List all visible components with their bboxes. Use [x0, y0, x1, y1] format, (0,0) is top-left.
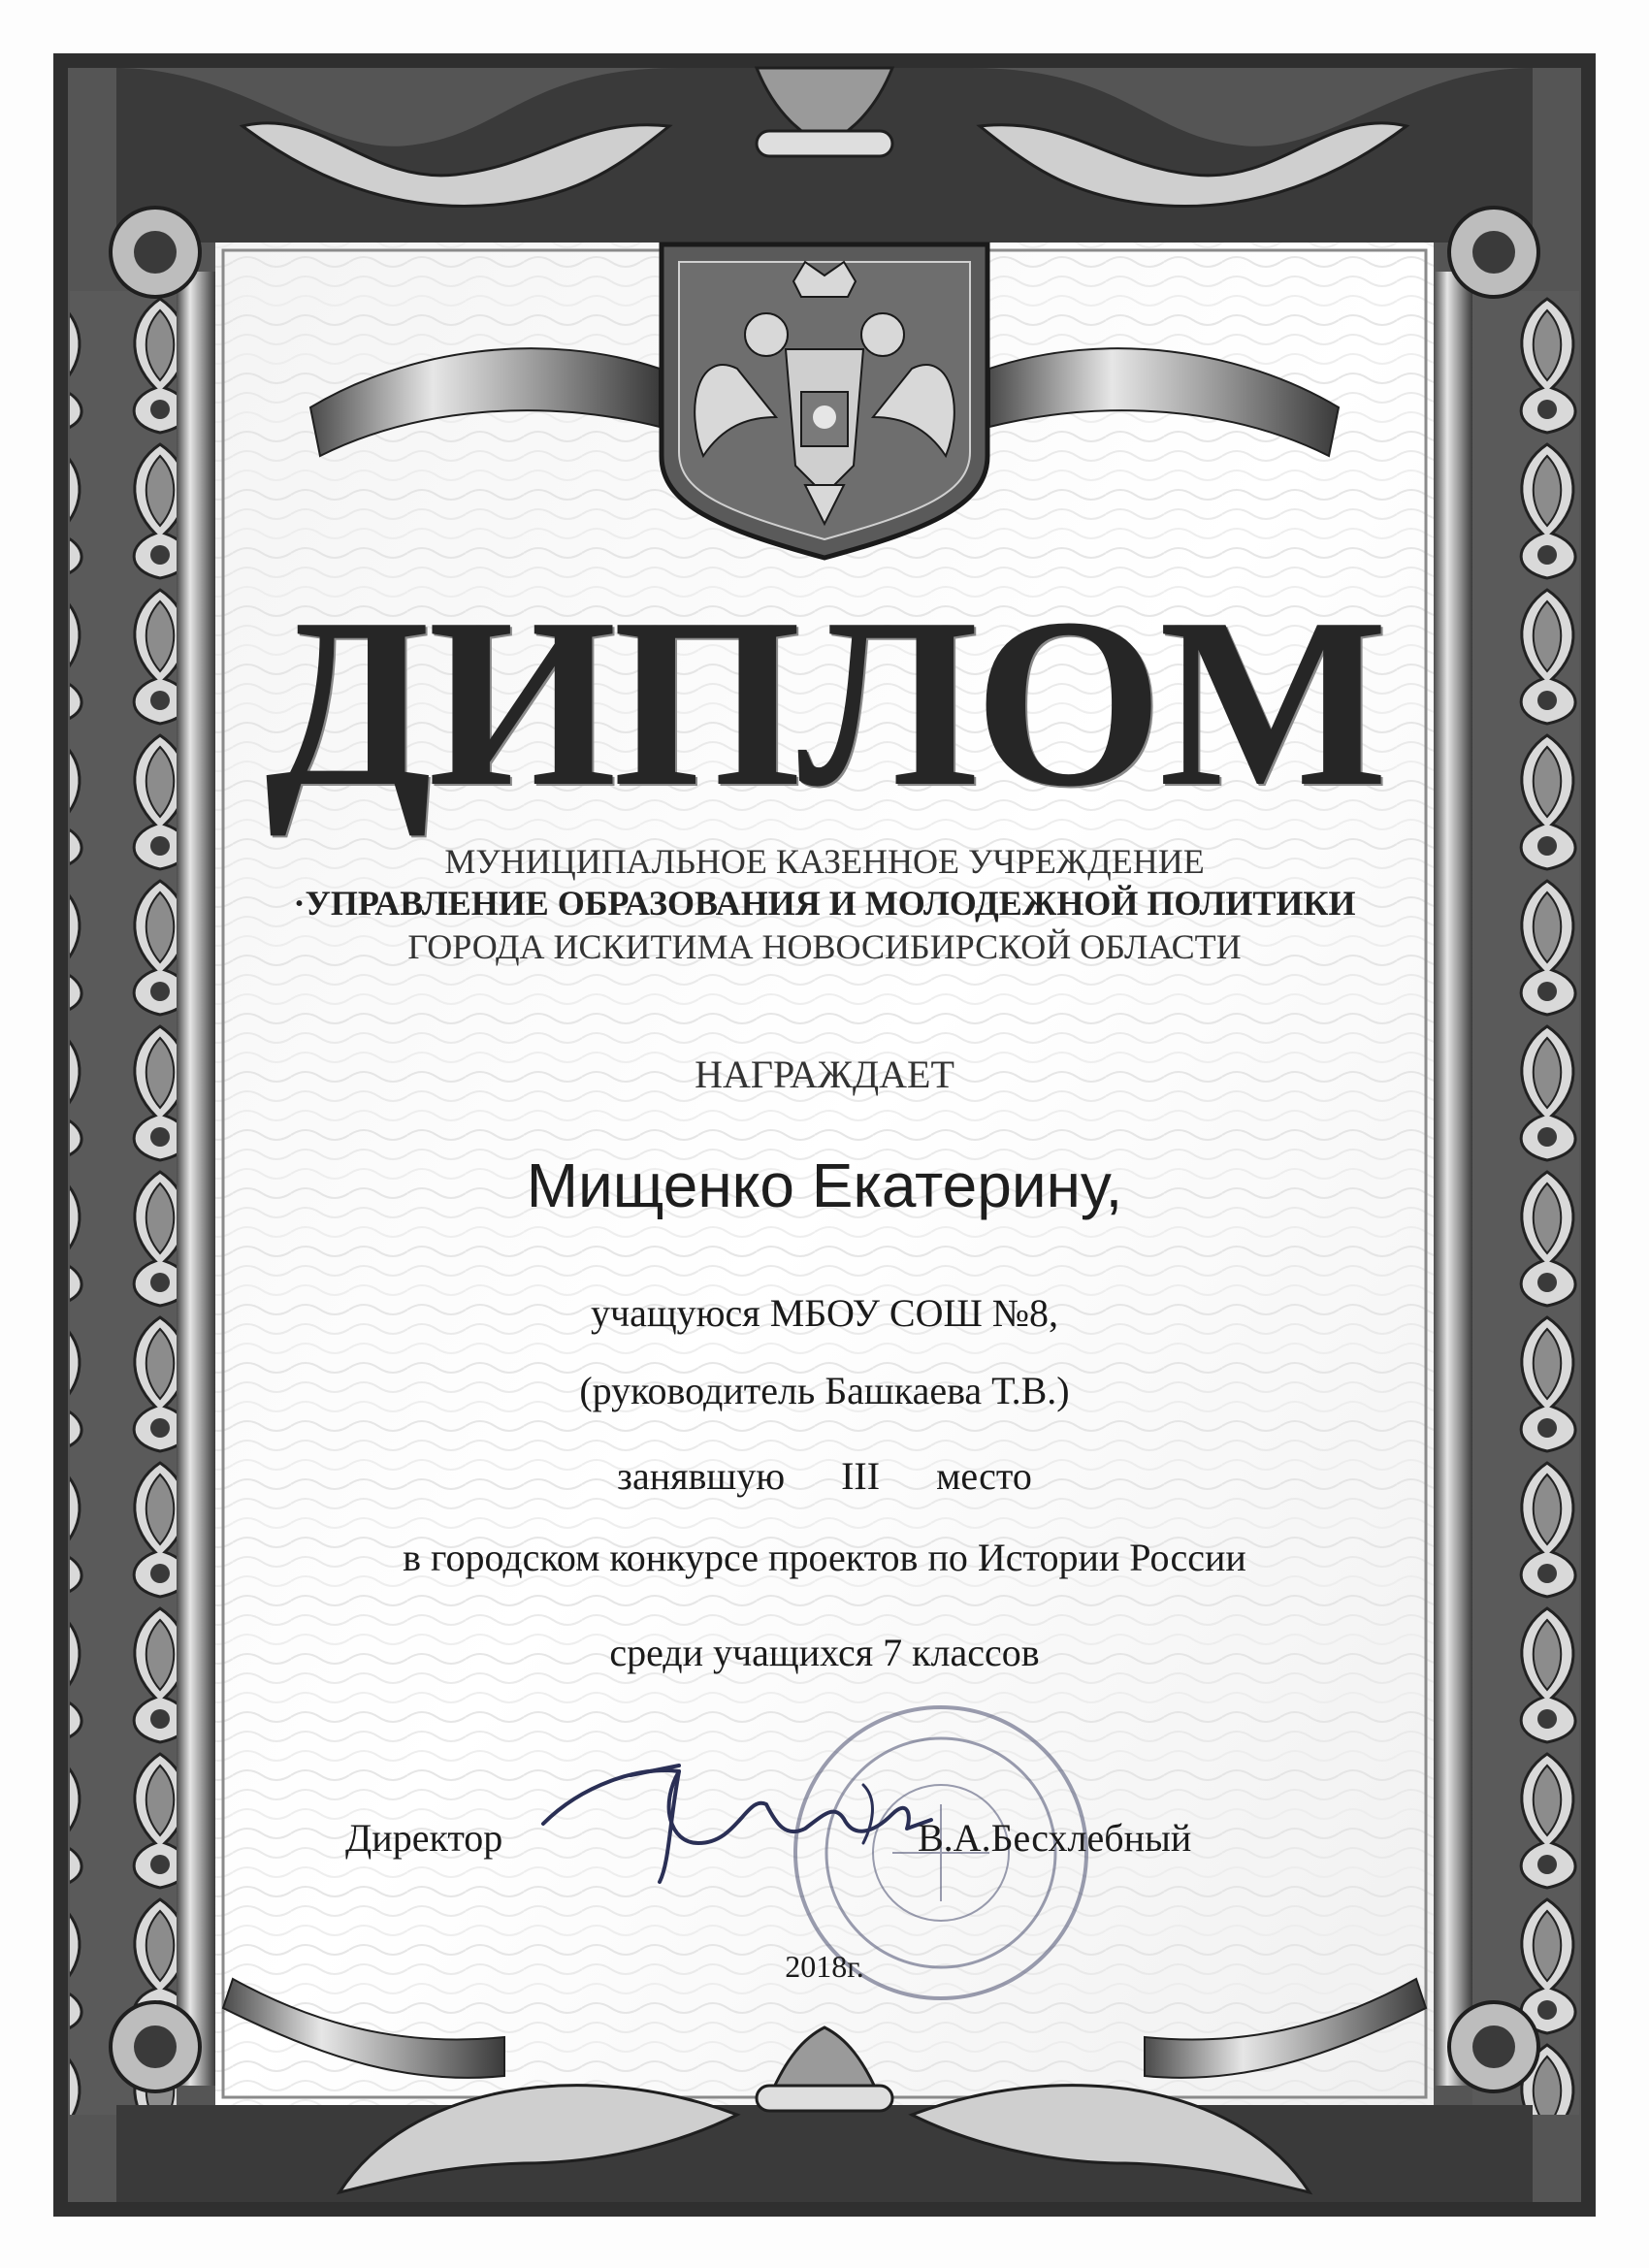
awards-label: НАГРАЖДАЕТ — [695, 1053, 954, 1096]
place-before: занявшую — [617, 1454, 786, 1498]
signatory-position: Директор — [345, 1816, 503, 1860]
recipient-name: Мищенко Екатерину, — [526, 1150, 1123, 1220]
place-line — [0, 1455, 1649, 1498]
double-headed-eagle-icon — [662, 244, 987, 558]
issuer-line-1: МУНИЦИПАЛЬНОЕ КАЗЕННОЕ УЧРЕЖДЕНИЕ — [444, 842, 1205, 881]
contest-category: среди учащихся 7 классов — [609, 1631, 1040, 1674]
student-school: учащуюся МБОУ СОШ №8, — [590, 1291, 1058, 1335]
place-rank: III — [841, 1454, 881, 1498]
issuer-line-2: ·УПРАВЛЕНИЕ ОБРАЗОВАНИЯ И МОЛОДЕЖНОЙ ПОЛИТИКИ — [293, 884, 1356, 923]
contest-name: в городском конкурсе проектов по Истории России — [403, 1536, 1246, 1579]
issuer-line-3: ГОРОДА ИСКИТИМА НОВОСИБИРСКОЙ ОБЛАСТИ — [407, 927, 1242, 966]
signatory-name: В.А.Бесхлебный — [918, 1816, 1192, 1860]
place-after: место — [936, 1454, 1032, 1498]
issue-year: 2018г. — [785, 1949, 864, 1984]
supervisor: (руководитель Башкаева Т.В.) — [579, 1369, 1070, 1412]
diploma-title: ДИПЛОМ — [265, 568, 1384, 837]
